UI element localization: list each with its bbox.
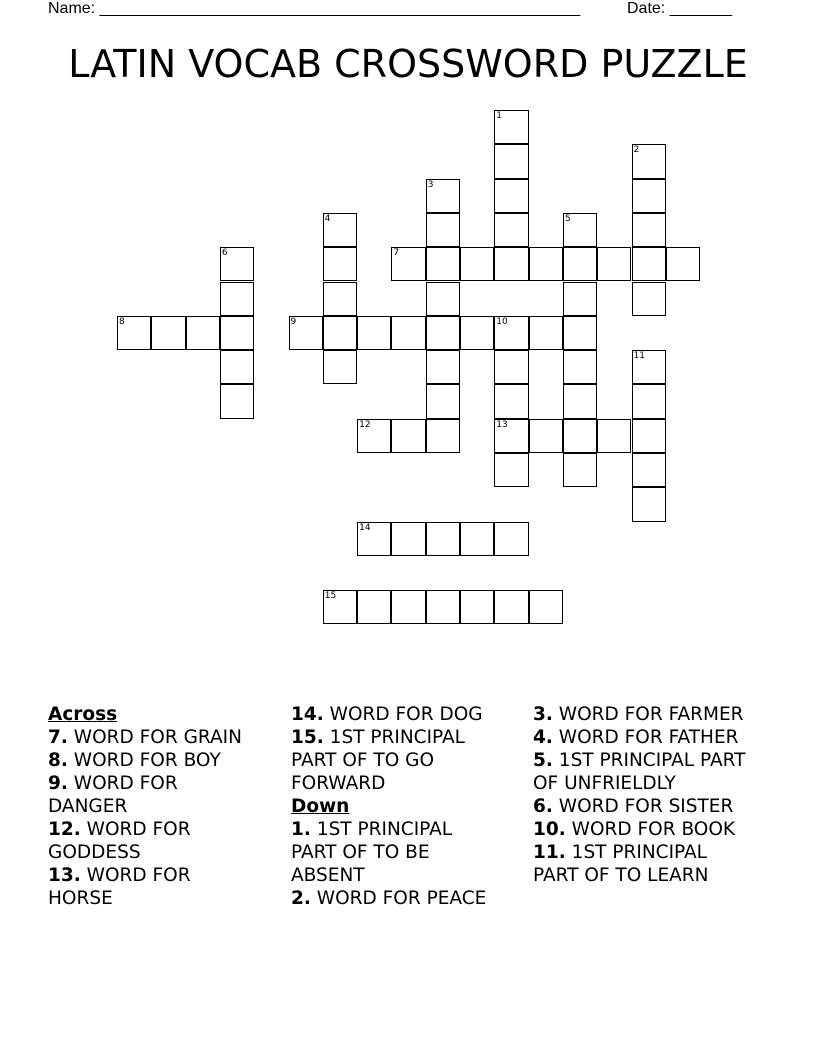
- grid-cell[interactable]: [323, 213, 357, 247]
- grid-cell[interactable]: [460, 247, 494, 281]
- clue-number: 7.: [48, 727, 68, 748]
- across-heading: Across: [48, 704, 118, 725]
- grid-cell[interactable]: [391, 419, 425, 453]
- clue-text: WORD FOR BOY: [73, 750, 221, 771]
- grid-cell[interactable]: [220, 247, 254, 281]
- grid-cell[interactable]: [563, 419, 597, 453]
- grid-cell[interactable]: [460, 590, 494, 624]
- cell-number: 13: [496, 419, 508, 430]
- clue-number: 6.: [533, 796, 553, 817]
- grid-cell[interactable]: [632, 213, 666, 247]
- cell-number: 14: [359, 522, 371, 533]
- clue-item: [48, 749, 248, 772]
- grid-cell[interactable]: [357, 316, 391, 350]
- grid-cell[interactable]: [391, 522, 425, 556]
- clue-number: 2.: [291, 888, 311, 909]
- grid-cell[interactable]: [563, 316, 597, 350]
- grid-cell[interactable]: [563, 453, 597, 487]
- grid-cell[interactable]: [426, 282, 460, 316]
- date-label: Date:: [627, 0, 666, 17]
- grid-cell[interactable]: [357, 522, 391, 556]
- cell-number: 15: [324, 591, 337, 602]
- grid-cell[interactable]: [494, 247, 528, 281]
- grid-cell[interactable]: [357, 419, 391, 453]
- clue-number: 15.: [291, 727, 324, 748]
- grid-cell[interactable]: [632, 144, 666, 178]
- clue-item: [533, 749, 755, 795]
- grid-cell[interactable]: [529, 590, 563, 624]
- grid-cell[interactable]: [632, 179, 666, 213]
- clue-text: WORD FOR FATHER: [558, 727, 739, 748]
- grid-cell[interactable]: [494, 316, 528, 350]
- grid-cell[interactable]: [220, 384, 254, 418]
- clue-item: [291, 726, 503, 795]
- clue-item: [291, 887, 503, 910]
- clue-number: 10.: [533, 819, 566, 840]
- clue-text: WORD FOR PEACE: [316, 888, 487, 909]
- grid-cell[interactable]: [426, 316, 460, 350]
- cell-number: 8: [119, 316, 125, 327]
- grid-cell[interactable]: [220, 282, 254, 316]
- grid-cell[interactable]: [597, 419, 631, 453]
- grid-cell[interactable]: [460, 316, 494, 350]
- clue-item: [533, 795, 755, 818]
- clue-text: WORD FOR BOOK: [571, 819, 736, 840]
- cell-number: 4: [324, 213, 331, 224]
- grid-cell[interactable]: [426, 213, 460, 247]
- grid-cell[interactable]: [426, 419, 460, 453]
- clue-item: [48, 726, 248, 749]
- clue-text: WORD FOR HORSE: [48, 865, 191, 909]
- clue-number: 4.: [533, 727, 553, 748]
- clue-item: [533, 726, 755, 749]
- grid-cell[interactable]: [391, 316, 425, 350]
- clue-text: 1ST PRINCIPAL PART OF TO GO FORWARD: [291, 727, 465, 794]
- grid-cell[interactable]: [426, 384, 460, 418]
- grid-cell[interactable]: [391, 247, 425, 281]
- grid-cell[interactable]: [494, 419, 528, 453]
- grid-cell[interactable]: [323, 350, 357, 384]
- grid-cell[interactable]: [220, 350, 254, 384]
- clue-text: 1ST PRINCIPAL PART OF TO LEARN: [533, 842, 709, 886]
- clue-text: WORD FOR GRAIN: [73, 727, 242, 748]
- clue-item: [533, 818, 755, 841]
- grid-cell[interactable]: [563, 350, 597, 384]
- clue-number: 14.: [291, 704, 324, 725]
- grid-cell[interactable]: [426, 350, 460, 384]
- clue-text: WORD FOR FARMER: [558, 704, 744, 725]
- clue-text: WORD FOR DOG: [329, 704, 483, 725]
- grid-cell[interactable]: [494, 213, 528, 247]
- clue-column-2: [291, 703, 503, 910]
- grid-cell[interactable]: [563, 247, 597, 281]
- grid-cell[interactable]: [632, 487, 666, 521]
- clue-text: 1ST PRINCIPAL PART OF UNFRIELDLY: [533, 750, 746, 794]
- cell-number: 1: [496, 111, 503, 121]
- grid-cell[interactable]: [632, 247, 666, 281]
- date-line: _______: [669, 0, 732, 17]
- grid-cell[interactable]: [391, 590, 425, 624]
- grid-cell[interactable]: [117, 316, 151, 350]
- clue-number: 9.: [48, 773, 68, 794]
- grid-cell[interactable]: [494, 110, 528, 144]
- grid-cell[interactable]: [151, 316, 185, 350]
- clue-number: 3.: [533, 704, 553, 725]
- grid-cell[interactable]: [597, 247, 631, 281]
- grid-cell[interactable]: [460, 522, 494, 556]
- clue-text: WORD FOR SISTER: [558, 796, 734, 817]
- cell-number: 10: [496, 316, 508, 327]
- grid-cell[interactable]: [186, 316, 220, 350]
- grid-cell[interactable]: [494, 453, 528, 487]
- clue-text: 1ST PRINCIPAL PART OF TO BE ABSENT: [291, 819, 453, 886]
- grid-cell[interactable]: [323, 316, 357, 350]
- grid-cell[interactable]: [529, 247, 563, 281]
- cell-number: 3: [427, 179, 434, 190]
- grid-cell[interactable]: [632, 384, 666, 418]
- clue-item: [533, 703, 755, 726]
- clue-number: 12.: [48, 819, 81, 840]
- grid-cell[interactable]: [323, 282, 357, 316]
- clue-number: 5.: [533, 750, 553, 771]
- grid-cell[interactable]: [426, 522, 460, 556]
- grid-cell[interactable]: [494, 179, 528, 213]
- cell-number: 12: [359, 419, 371, 430]
- cell-number: 2: [633, 145, 640, 156]
- clue-item: [533, 841, 755, 887]
- grid-cell[interactable]: [494, 384, 528, 418]
- cell-number: 5: [564, 213, 571, 224]
- grid-cell[interactable]: [563, 213, 597, 247]
- grid-cell[interactable]: [426, 590, 460, 624]
- clue-item: [48, 864, 248, 910]
- grid-cell[interactable]: [563, 282, 597, 316]
- clue-number: 13.: [48, 865, 81, 886]
- grid-cell[interactable]: [494, 144, 528, 178]
- grid-cell[interactable]: [632, 419, 666, 453]
- grid-cell[interactable]: [494, 350, 528, 384]
- clue-text: WORD FOR GODDESS: [48, 819, 191, 863]
- clue-column-1: [48, 703, 248, 910]
- clue-item: [291, 703, 503, 726]
- clue-number: 8.: [48, 750, 68, 771]
- clue-item: [48, 772, 248, 818]
- clue-number: 1.: [291, 819, 311, 840]
- grid-cell[interactable]: [529, 316, 563, 350]
- cell-number: 6: [221, 248, 228, 259]
- grid-cell[interactable]: [494, 590, 528, 624]
- page-title: LATIN VOCAB CROSSWORD PUZZLE: [68, 42, 748, 86]
- cell-number: 11: [633, 351, 645, 362]
- grid-cell[interactable]: [632, 282, 666, 316]
- clue-item: [48, 818, 248, 864]
- grid-cell[interactable]: [289, 316, 323, 350]
- grid-cell[interactable]: [632, 350, 666, 384]
- cell-number: 7: [393, 248, 400, 259]
- grid-cell[interactable]: [666, 247, 700, 281]
- cell-number: 9: [290, 316, 297, 327]
- grid-cell[interactable]: [563, 384, 597, 418]
- name-line: ______________________________________________________: [99, 0, 581, 17]
- grid-cell[interactable]: [323, 590, 357, 624]
- clue-text: WORD FOR DANGER: [48, 773, 178, 817]
- grid-cell[interactable]: [220, 316, 254, 350]
- grid-cell[interactable]: [426, 179, 460, 213]
- grid-cell[interactable]: [426, 247, 460, 281]
- clue-item: [291, 818, 503, 887]
- name-label: Name:: [48, 0, 96, 17]
- grid-cell[interactable]: [357, 590, 391, 624]
- grid-cell[interactable]: [529, 419, 563, 453]
- clue-number: 11.: [533, 842, 566, 863]
- grid-cell[interactable]: [632, 453, 666, 487]
- clue-column-3: [533, 703, 755, 887]
- down-heading: Down: [291, 796, 350, 817]
- grid-cell[interactable]: [323, 247, 357, 281]
- grid-cell[interactable]: [494, 522, 528, 556]
